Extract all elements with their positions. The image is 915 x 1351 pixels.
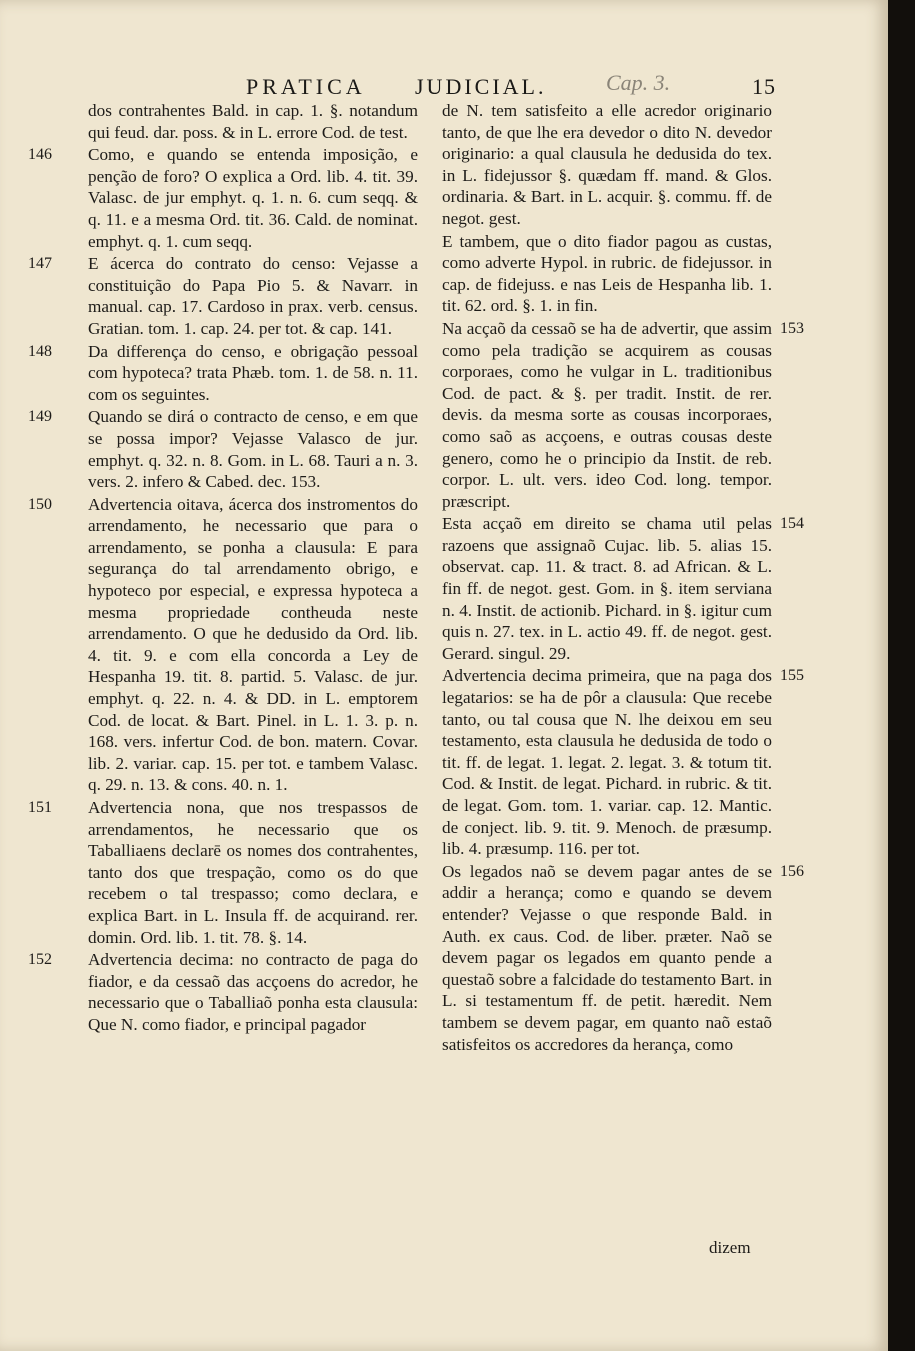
paragraph-number: 150 xyxy=(28,495,52,513)
paragraph-text: Advertencia decima primeira, que na paga dos legatarios: se ha de pôr a clausula: Que recebe tanto, ou tal cousa que N. lhe deixou em seu testamento, esta clausula he dedusida de todo o tit. ff. de legat. 1. legat. 2. legat. 3. & totum tit. Cod. & Instit. de legat. Pichard. in rubric. & tit. de legat. Gom. tom. 1. variar. cap. 12. Mantic. de conject. lib. 9. tit. 9. Menoch. de præsump. lib. 4. præsump. 116. per tot. xyxy=(442,666,772,859)
paragraph xyxy=(442,513,804,664)
paragraph xyxy=(28,144,418,252)
right-column xyxy=(442,100,804,1056)
paragraph xyxy=(28,797,418,948)
paragraph-number: 153 xyxy=(780,319,804,337)
paragraph-text: Na acçaõ da cessaõ se ha de advertir, que assim como pela tradição se acquirem as cousas corporaes, como he vulgar in L. traditionibus Cod. de pact. & §. per tradit. Instit. de rer. devis. da mesma sorte as cousas incorporaes, como saõ as acçoens, e outras cousas deste genero, como he o principio da Instit. de reb. corpor. L. ult. vers. ideo Cod. long. tempor. præscript. xyxy=(442,318,772,511)
header-title-left: PRATICA xyxy=(246,74,366,99)
header-title-right: JUDICIAL. xyxy=(415,74,547,99)
paragraph-text: Quando se dirá o contracto de censo, e em que se possa impor? Vejasse Valasco de jur. emphyt. q. 32. n. 8. Gom. in L. 68. Tauri a n. 3. vers. 2. infero & Cabed. dec. 153. xyxy=(88,407,418,492)
paragraph-text: Os legados naõ se devem pagar antes de se addir a herança; como e quando se devem entender? Vejasse o que responde Bald. in Auth. ex caus. Cod. de liber. præter. Naõ se devem pagar os legados em quanto pende a questaõ sobre a falcidade do testamento Bart. in L. si testamentum ff. de petit. hæredit. Nem tambem se devem pagar, em quanto naõ estaõ satisfeitos os accredores da herança, como xyxy=(442,861,772,1054)
paragraph xyxy=(28,494,418,796)
catchword: dizem xyxy=(709,1238,751,1257)
paragraph-number: 156 xyxy=(780,862,804,880)
paragraph xyxy=(442,100,772,230)
paragraph xyxy=(442,665,804,859)
paragraph-number: 146 xyxy=(28,146,52,164)
page-number: 15 xyxy=(752,74,776,99)
paragraph xyxy=(28,406,418,492)
paragraph-text: Advertencia decima: no contracto de paga do fiador, e da cessaõ das acçoens do acredor, he necessario que o Taballiaõ ponha esta clausula: Que N. como fiador, e principal pagador xyxy=(88,950,418,1034)
paragraph-number: 148 xyxy=(28,342,52,360)
paragraph-number: 149 xyxy=(28,408,52,426)
paragraph-text: E ácerca do contrato do censo: Vejasse a constituição do Papa Pio 5. & Navarr. in manual. cap. 17. Cardoso in prax. verb. census. Gratian. tom. 1. cap. 24. per tot. & cap. 141. xyxy=(88,254,418,338)
paragraph-text: Esta acçaõ em direito se chama util pelas razoens que assignaõ Cujac. lib. 5. alias 15. observat. cap. 11. & tract. 8. ad African. & L. fin ff. de negot. gest. Gom. in §. item serviana n. 4. Instit. de actionib. Pichard. in §. igitur cum quis n. 27. tex. in L. actio 49. ff. de negot. gest. Gerard. singul. 29. xyxy=(442,514,772,663)
paragraph-number: 155 xyxy=(780,667,804,685)
paragraph xyxy=(28,341,418,406)
paragraph xyxy=(28,253,418,339)
paragraph xyxy=(442,861,804,1055)
paragraph-text: dos contrahentes Bald. in cap. 1. §. notandum qui feud. dar. poss. & in L. errore Cod. de test. xyxy=(88,101,418,142)
paragraph-text: de N. tem satisfeito a elle acredor originario tanto, de que lhe era devedor o dito N. devedor originario: a qual clausula he dedusida do tex. in L. fidejussor §. quædam ff. mand. & Glos. ordinaria. & Bart. in L. acquir. §. commu. ff. de negot. gest. xyxy=(442,101,772,228)
paragraph-text: Advertencia oitava, ácerca dos instromentos do arrendamento, he necessario que para o arrendamento, se ponha a clausula: E para segurança do tal arrendamento obrigo, e hypoteco por especial, e expressa hypoteca a mesma propriedade contheuda neste arrendamento. O que he dedusido da Ord. lib. 4. tit. 9. e com ella concorda a Ley de Hespanha 19. tit. 8. partid. 5. Valasc. de jur. emphyt. q. 22. n. 4. & DD. in L. emptorem Cod. de locat. & Bart. Pinel. in L. 1. 3. p. n. 168. vers. infertur Cod. de bon. matern. Covar. lib. 2. variar. cap. 15. per tot. e tambem Valasc. q. 29. n. 13. & cons. 40. n. 1. xyxy=(88,494,418,795)
paragraph xyxy=(442,318,804,512)
paragraph xyxy=(88,100,418,143)
left-column xyxy=(28,100,418,1037)
paragraph xyxy=(28,949,418,1035)
paragraph-number: 151 xyxy=(28,799,52,816)
paragraph-text: E tambem, que o dito fiador pagou as custas, como adverte Hypol. in rubric. de fidejussor. in cap. de fidejuss. e nas Leis de Hespanha lib. 1. tit. 62. ord. §. 1. in fin. xyxy=(442,231,772,316)
paragraph xyxy=(442,231,772,317)
paragraph-number: 154 xyxy=(780,515,804,533)
page-edge-shadow xyxy=(888,0,915,1351)
paragraph-text: Advertencia nona, que nos trespassos de arrendamentos, he necessario que os Taballiaens declarē os nomes dos contrahentes, tanto dos que trespação, como os do que recebem o tal trespasso; como declara, e explica Bart. in L. Insula ff. de acquirand. rer. domin. Ord. lib. 1. tit. 78. §. 14. xyxy=(88,798,418,947)
paragraph-text: Da differença do censo, e obrigação pessoal com hypoteca? trata Phæb. tom. 1. de 58. n. 11. com os seguintes. xyxy=(88,341,418,404)
paragraph-text: Como, e quando se entenda imposição, e penção de foro? O explica a Ord. lib. 4. tit. 39. Valasc. de jur emphyt. q. 1. n. 6. cum seqq. & q. 11. e a mesma Ord. tit. 36. Cald. de nominat. emphyt. q. 1. cum seqq. xyxy=(88,145,418,251)
paragraph-number: 152 xyxy=(28,951,52,969)
paragraph-number: 147 xyxy=(28,255,52,273)
handwritten-note: Cap. 3. xyxy=(606,70,671,95)
